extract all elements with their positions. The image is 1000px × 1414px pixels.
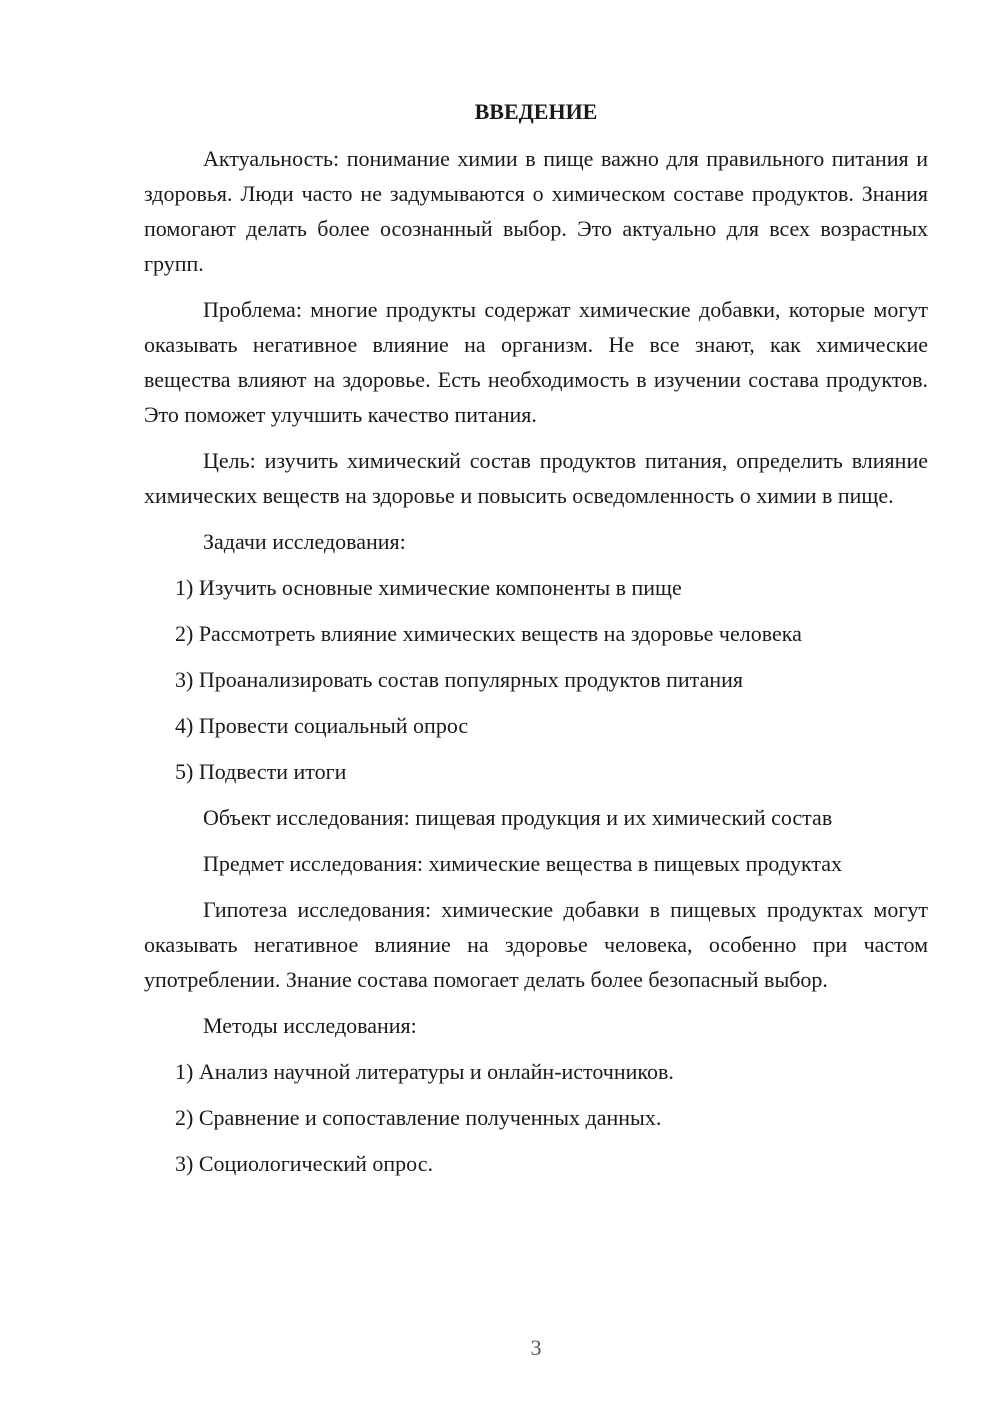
task-item: 2) Рассмотреть влияние химических веществ на здоровье человека xyxy=(175,621,802,646)
methods-list xyxy=(144,1054,928,1181)
goal-paragraph: Цель: изучить химический состав продуктов питания, определить влияние химических веществ на здоровье и повысить осведомленность о химии в пище. xyxy=(144,448,928,508)
task-item: 4) Провести социальный опрос xyxy=(175,713,469,738)
methods-heading: Методы исследования: xyxy=(203,1013,417,1038)
hypothesis-paragraph: Гипотеза исследования: химические добавки в пищевых продуктах могут оказывать негативное влияние на здоровье человека, особенно при частом употреблении. Знание состава помогает делать более безопасный выбор. xyxy=(144,897,928,992)
page-content xyxy=(144,94,928,1192)
page-number: 3 xyxy=(530,1335,542,1360)
task-item: 1) Изучить основные химические компоненты в пище xyxy=(175,575,682,600)
tasks-heading: Задачи исследования: xyxy=(203,529,406,554)
method-item: 1) Анализ научной литературы и онлайн-источников. xyxy=(175,1059,674,1084)
section-title: ВВЕДЕНИЕ xyxy=(474,99,598,124)
task-item: 3) Проанализировать состав популярных продуктов питания xyxy=(175,667,744,692)
subject-line: Предмет исследования: химические вещества в пищевых продуктах xyxy=(203,851,842,876)
method-item: 2) Сравнение и сопоставление полученных данных. xyxy=(175,1105,662,1130)
method-item: 3) Социологический опрос. xyxy=(175,1151,433,1176)
relevance-paragraph: Актуальность: понимание химии в пище важно для правильного питания и здоровья. Люди часто не задумываются о химическом составе продуктов. Знания помогают делать более осознанный выбор. Это актуально для всех возрастных групп. xyxy=(144,146,928,276)
task-item: 5) Подвести итоги xyxy=(175,759,347,784)
problem-paragraph: Проблема: многие продукты содержат химические добавки, которые могут оказывать негативное влияние на организм. Не все знают, как химические вещества влияют на здоровье. Есть необходимость в изучении состава продуктов. Это поможет улучшить качество питания. xyxy=(144,297,928,427)
tasks-list xyxy=(144,570,928,789)
object-line: Объект исследования: пищевая продукция и их химический состав xyxy=(203,805,833,830)
